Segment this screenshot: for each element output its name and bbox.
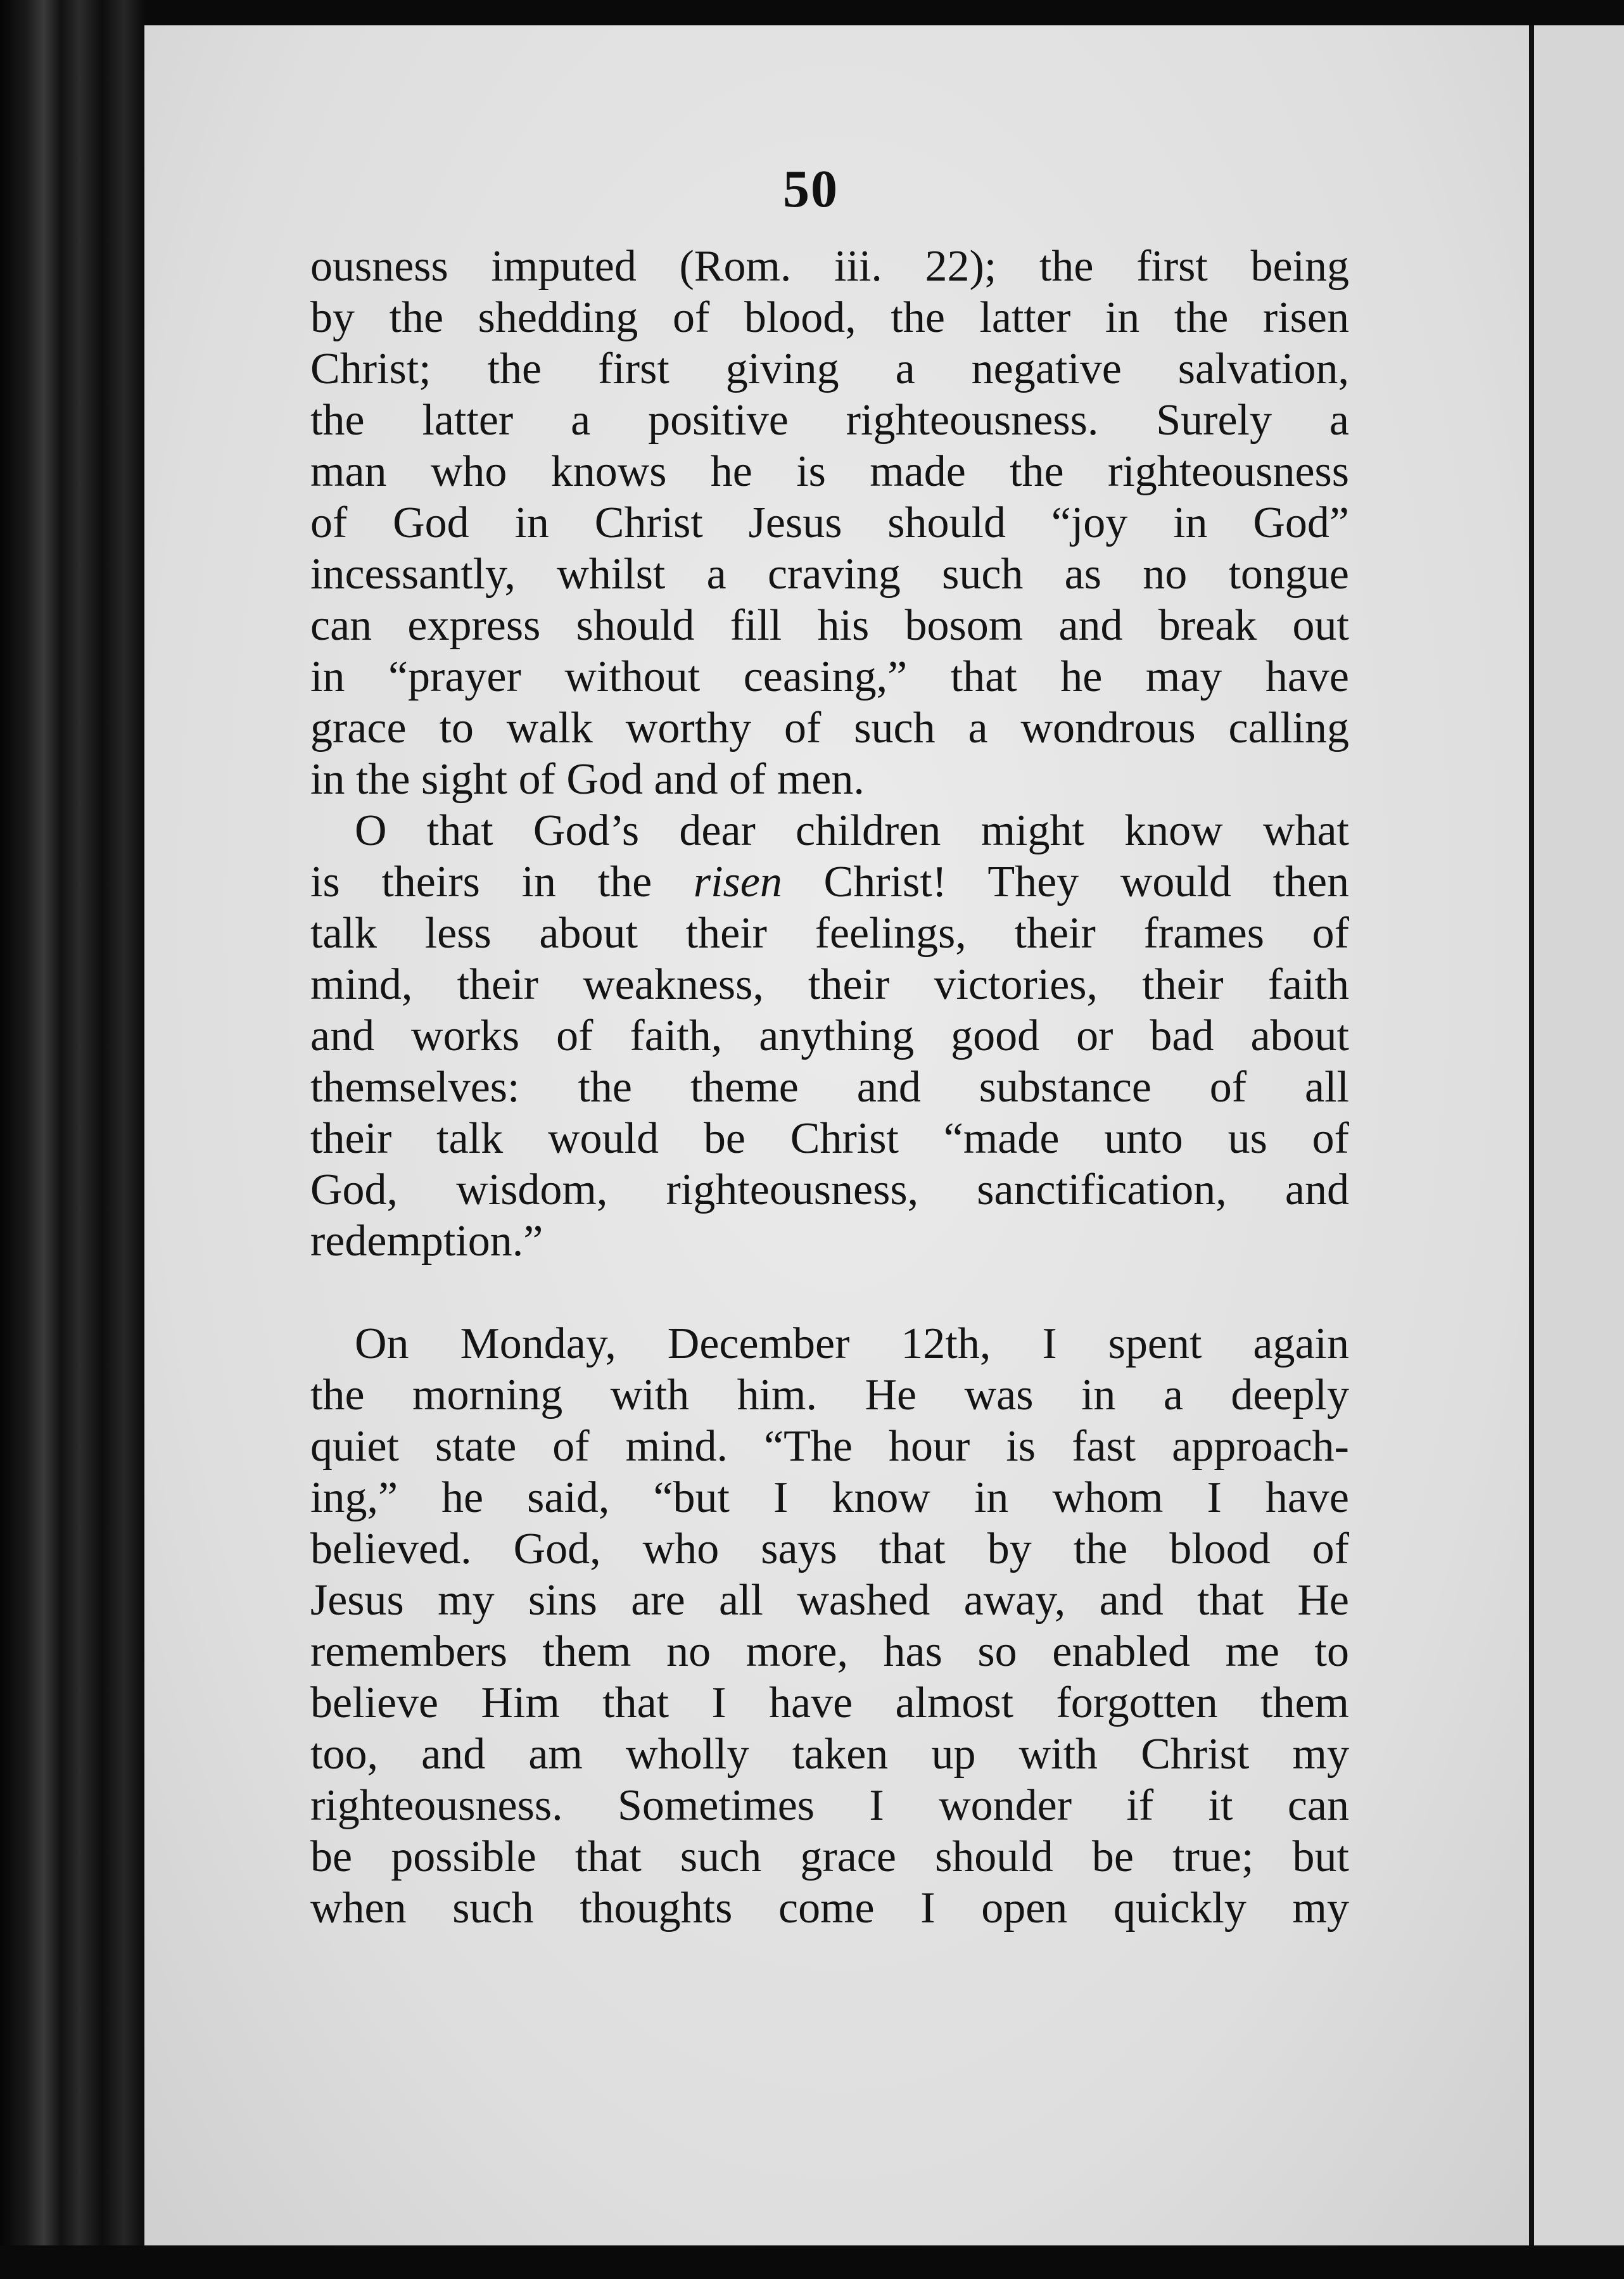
text-line: incessantly, whilst a craving such as no tongue <box>310 550 1349 599</box>
text-line: and works of faith, anything good or bad about <box>310 1012 1349 1060</box>
text-line: redemption.” <box>310 1217 543 1266</box>
text-line: righteousness. Sometimes I wonder if it can <box>310 1781 1349 1830</box>
text-line: their talk would be Christ “made unto us of <box>310 1114 1349 1163</box>
text-line: can express should fill his bosom and break out <box>310 601 1349 650</box>
text-line: God, wisdom, righteousness, sanctification, and <box>310 1165 1349 1214</box>
text-line: O that God’s dear children might know what <box>355 806 1349 855</box>
text-line: ousness imputed (Rom. iii. 22); the first being <box>310 242 1349 291</box>
text-line: by the shedding of blood, the latter in the risen <box>310 293 1349 342</box>
text-line: in the sight of God and of men. <box>310 755 865 804</box>
book-binding <box>0 0 146 2279</box>
text-line: talk less about their feelings, their frames of <box>310 909 1349 958</box>
text-line: when such thoughts come I open quickly my <box>310 1884 1349 1933</box>
text-line: quiet state of mind. “The hour is fast approach- <box>310 1422 1349 1471</box>
text-line: in “prayer without ceasing,” that he may have <box>310 652 1349 701</box>
text-line: the morning with him. He was in a deeply <box>310 1371 1349 1419</box>
adjacent-page-edge <box>1532 25 1624 2245</box>
text-line: of God in Christ Jesus should “joy in God” <box>310 498 1349 547</box>
text-line <box>310 856 1349 908</box>
italic-word: risen <box>693 858 782 906</box>
film-bottom-border <box>0 2245 1624 2279</box>
text-line: believed. God, who says that by the blood of <box>310 1525 1349 1573</box>
text-fragment: Christ! They would then <box>823 858 1350 906</box>
text-line: Jesus my sins are all washed away, and that He <box>310 1576 1349 1625</box>
text-line: mind, their weakness, their victories, their faith <box>310 960 1349 1009</box>
text-line: themselves: the theme and substance of all <box>310 1063 1349 1112</box>
text-line: grace to walk worthy of such a wondrous calling <box>310 704 1349 752</box>
text-line: too, and am wholly taken up with Christ my <box>310 1730 1349 1779</box>
page-number: 50 <box>783 160 839 219</box>
text-line: ing,” he said, “but I know in whom I have <box>310 1473 1349 1522</box>
text-line: On Monday, December 12th, I spent again <box>355 1319 1349 1368</box>
page-edge-rule <box>1529 25 1534 2245</box>
text-line: Christ; the first giving a negative salvation, <box>310 345 1349 393</box>
text-line: be possible that such grace should be true; but <box>310 1832 1349 1881</box>
text-line: man who knows he is made the righteousness <box>310 447 1349 496</box>
text-line: remembers them no more, has so enabled me to <box>310 1627 1349 1676</box>
text-line: the latter a positive righteousness. Surely a <box>310 396 1349 445</box>
text-line: believe Him that I have almost forgotten them <box>310 1679 1349 1727</box>
body-text <box>310 241 1349 1934</box>
paragraph-gap <box>310 1267 1349 1318</box>
text-fragment: is theirs in the <box>310 858 652 906</box>
